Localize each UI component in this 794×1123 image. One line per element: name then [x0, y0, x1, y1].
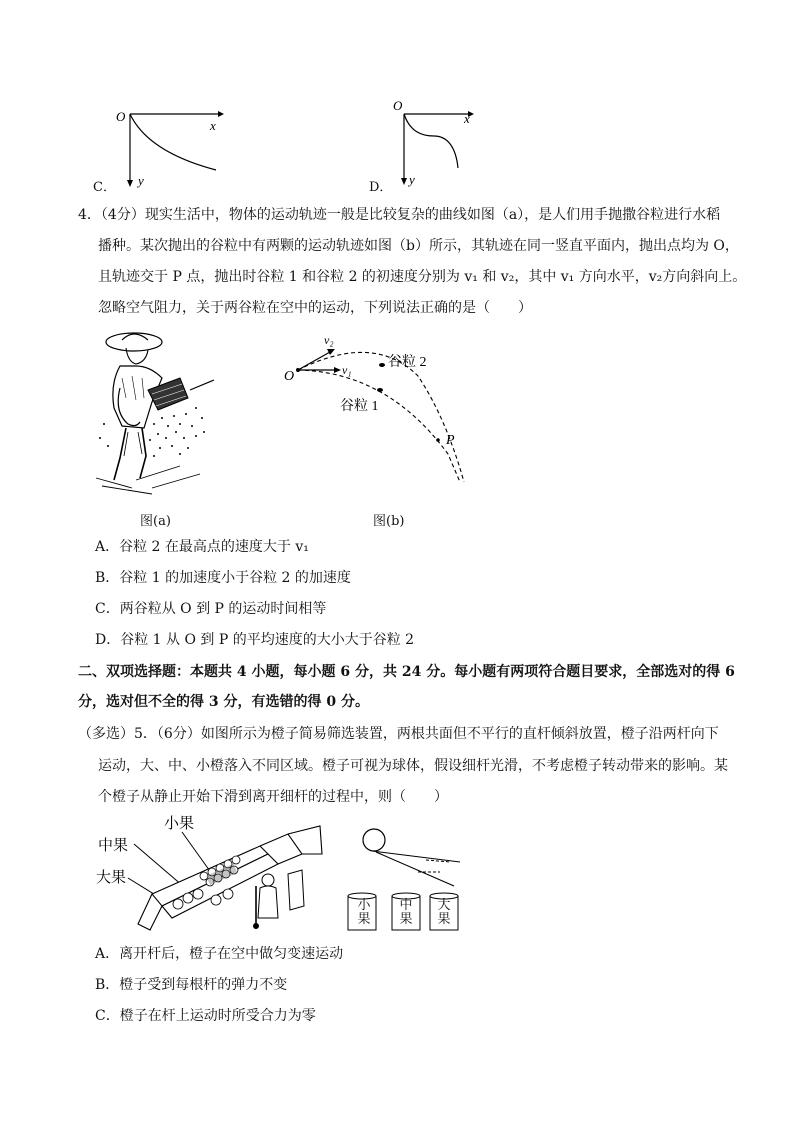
curve-d [404, 114, 458, 168]
fig-a-caption: 图(a) [140, 514, 171, 529]
y-label: y [409, 172, 415, 187]
origin-label: O [393, 98, 403, 113]
label-large-fruit: 大果 [96, 870, 127, 886]
grain-1-dot [377, 388, 383, 392]
graph-c-label: C． [93, 180, 116, 195]
grain-2-dot [379, 363, 385, 367]
y-axis-arrow-icon [127, 180, 133, 187]
graph-d-label: D． [369, 180, 393, 195]
q5-option-c: C．橙子在杆上运动时所受合力为零 [95, 1008, 316, 1024]
q4-stem-line-4: 忽略空气阻力，关于两谷粒在空中的运动，下列说法正确的是（ ） [98, 300, 532, 316]
x-axis-arrow-icon [218, 111, 224, 117]
q5-stem-line-3: 个橙子从静止开始下滑到离开细杆的过程中，则（ ） [98, 789, 448, 805]
q5-stem-line-2: 运动，大、中、小橙落入不同区域。橙子可视为球体，假设细杆光滑，不考虑橙子转动带来的影响。某 [98, 758, 728, 774]
y-axis-arrow-icon [401, 178, 407, 185]
trajectory-diagram [278, 328, 488, 490]
label-v1: v₁ [342, 363, 352, 377]
q5-option-b: B．橙子受到每根杆的弹力不变 [95, 977, 288, 993]
q4-option-a: A．谷粒 2 在最高点的速度大于 v₁ [95, 539, 309, 555]
q4-stem-line-1: 4．（4分）现实生活中，物体的运动轨迹一般是比较复杂的曲线如图（a），是人们用手抛撒谷粒进行水稻 [78, 207, 721, 223]
grain-1-path [298, 370, 460, 482]
section-2-heading-line-1: 二、双项选择题：本题共 4 小题，每小题 6 分，共 24 分。每小题有两项符合题目要求，全部选对的得 6 [78, 664, 735, 680]
bin-label-medium: 中果 [399, 898, 413, 927]
q4-option-c: C．两谷粒从 O 到 P 的运动时间相等 [95, 601, 327, 617]
q5-option-a: A．离开杆后，橙子在空中做匀变速运动 [95, 946, 344, 962]
v2-arrowhead-icon [327, 349, 335, 355]
farmer-sowing-illustration [92, 328, 220, 496]
curve-c [130, 114, 216, 170]
label-v2: v₂ [324, 333, 334, 347]
q4-option-b: B．谷粒 1 的加速度小于谷粒 2 的加速度 [95, 570, 351, 586]
q4-option-d: D．谷粒 1 从 O 到 P 的平均速度的大小大于谷粒 2 [95, 632, 415, 648]
label-o: O [284, 369, 295, 384]
label-medium-fruit: 中果 [98, 838, 129, 854]
graph-d [388, 96, 488, 192]
label-p: P [446, 433, 455, 448]
x-label: x [464, 111, 470, 126]
orange-sorting-machine-illustration [92, 814, 328, 934]
bin-label-small: 小果 [357, 898, 371, 927]
orange-ball [363, 829, 385, 851]
point-p [436, 438, 440, 442]
point-o [296, 368, 300, 372]
label-grain-1: 谷粒 1 [340, 399, 379, 414]
origin-label: O [116, 109, 126, 124]
rod-lower [376, 852, 454, 886]
v1-arrowhead-icon [334, 367, 341, 373]
fig-b-caption: 图(b) [373, 514, 405, 529]
bin-label-large: 大果 [437, 898, 451, 927]
label-grain-2: 谷粒 2 [388, 355, 427, 370]
q4-stem-line-3: 且轨迹交于 P 点，抛出时谷粒 1 和谷粒 2 的初速度分别为 v₁ 和 v₂，其中 v₁ 方向水平，v₂方向斜向上。 [98, 269, 747, 285]
y-label: y [138, 173, 144, 188]
section-2-heading-line-2: 分，选对但不全的得 3 分，有选错的得 0 分。 [78, 694, 369, 710]
q5-stem-line-1: （多选）5．（6分）如图所示为橙子简易筛选装置，两根共面但不平行的直杆倾斜放置，橙子沿两杆向下 [78, 726, 719, 742]
x-label: x [210, 118, 216, 133]
v2-arrow [298, 352, 330, 370]
label-small-fruit: 小果 [164, 816, 195, 832]
q4-stem-line-2: 播种。某次抛出的谷粒中有两颗的运动轨迹如图（b）所示，其轨迹在同一竖直平面内，抛出点均为 O， [98, 238, 739, 254]
